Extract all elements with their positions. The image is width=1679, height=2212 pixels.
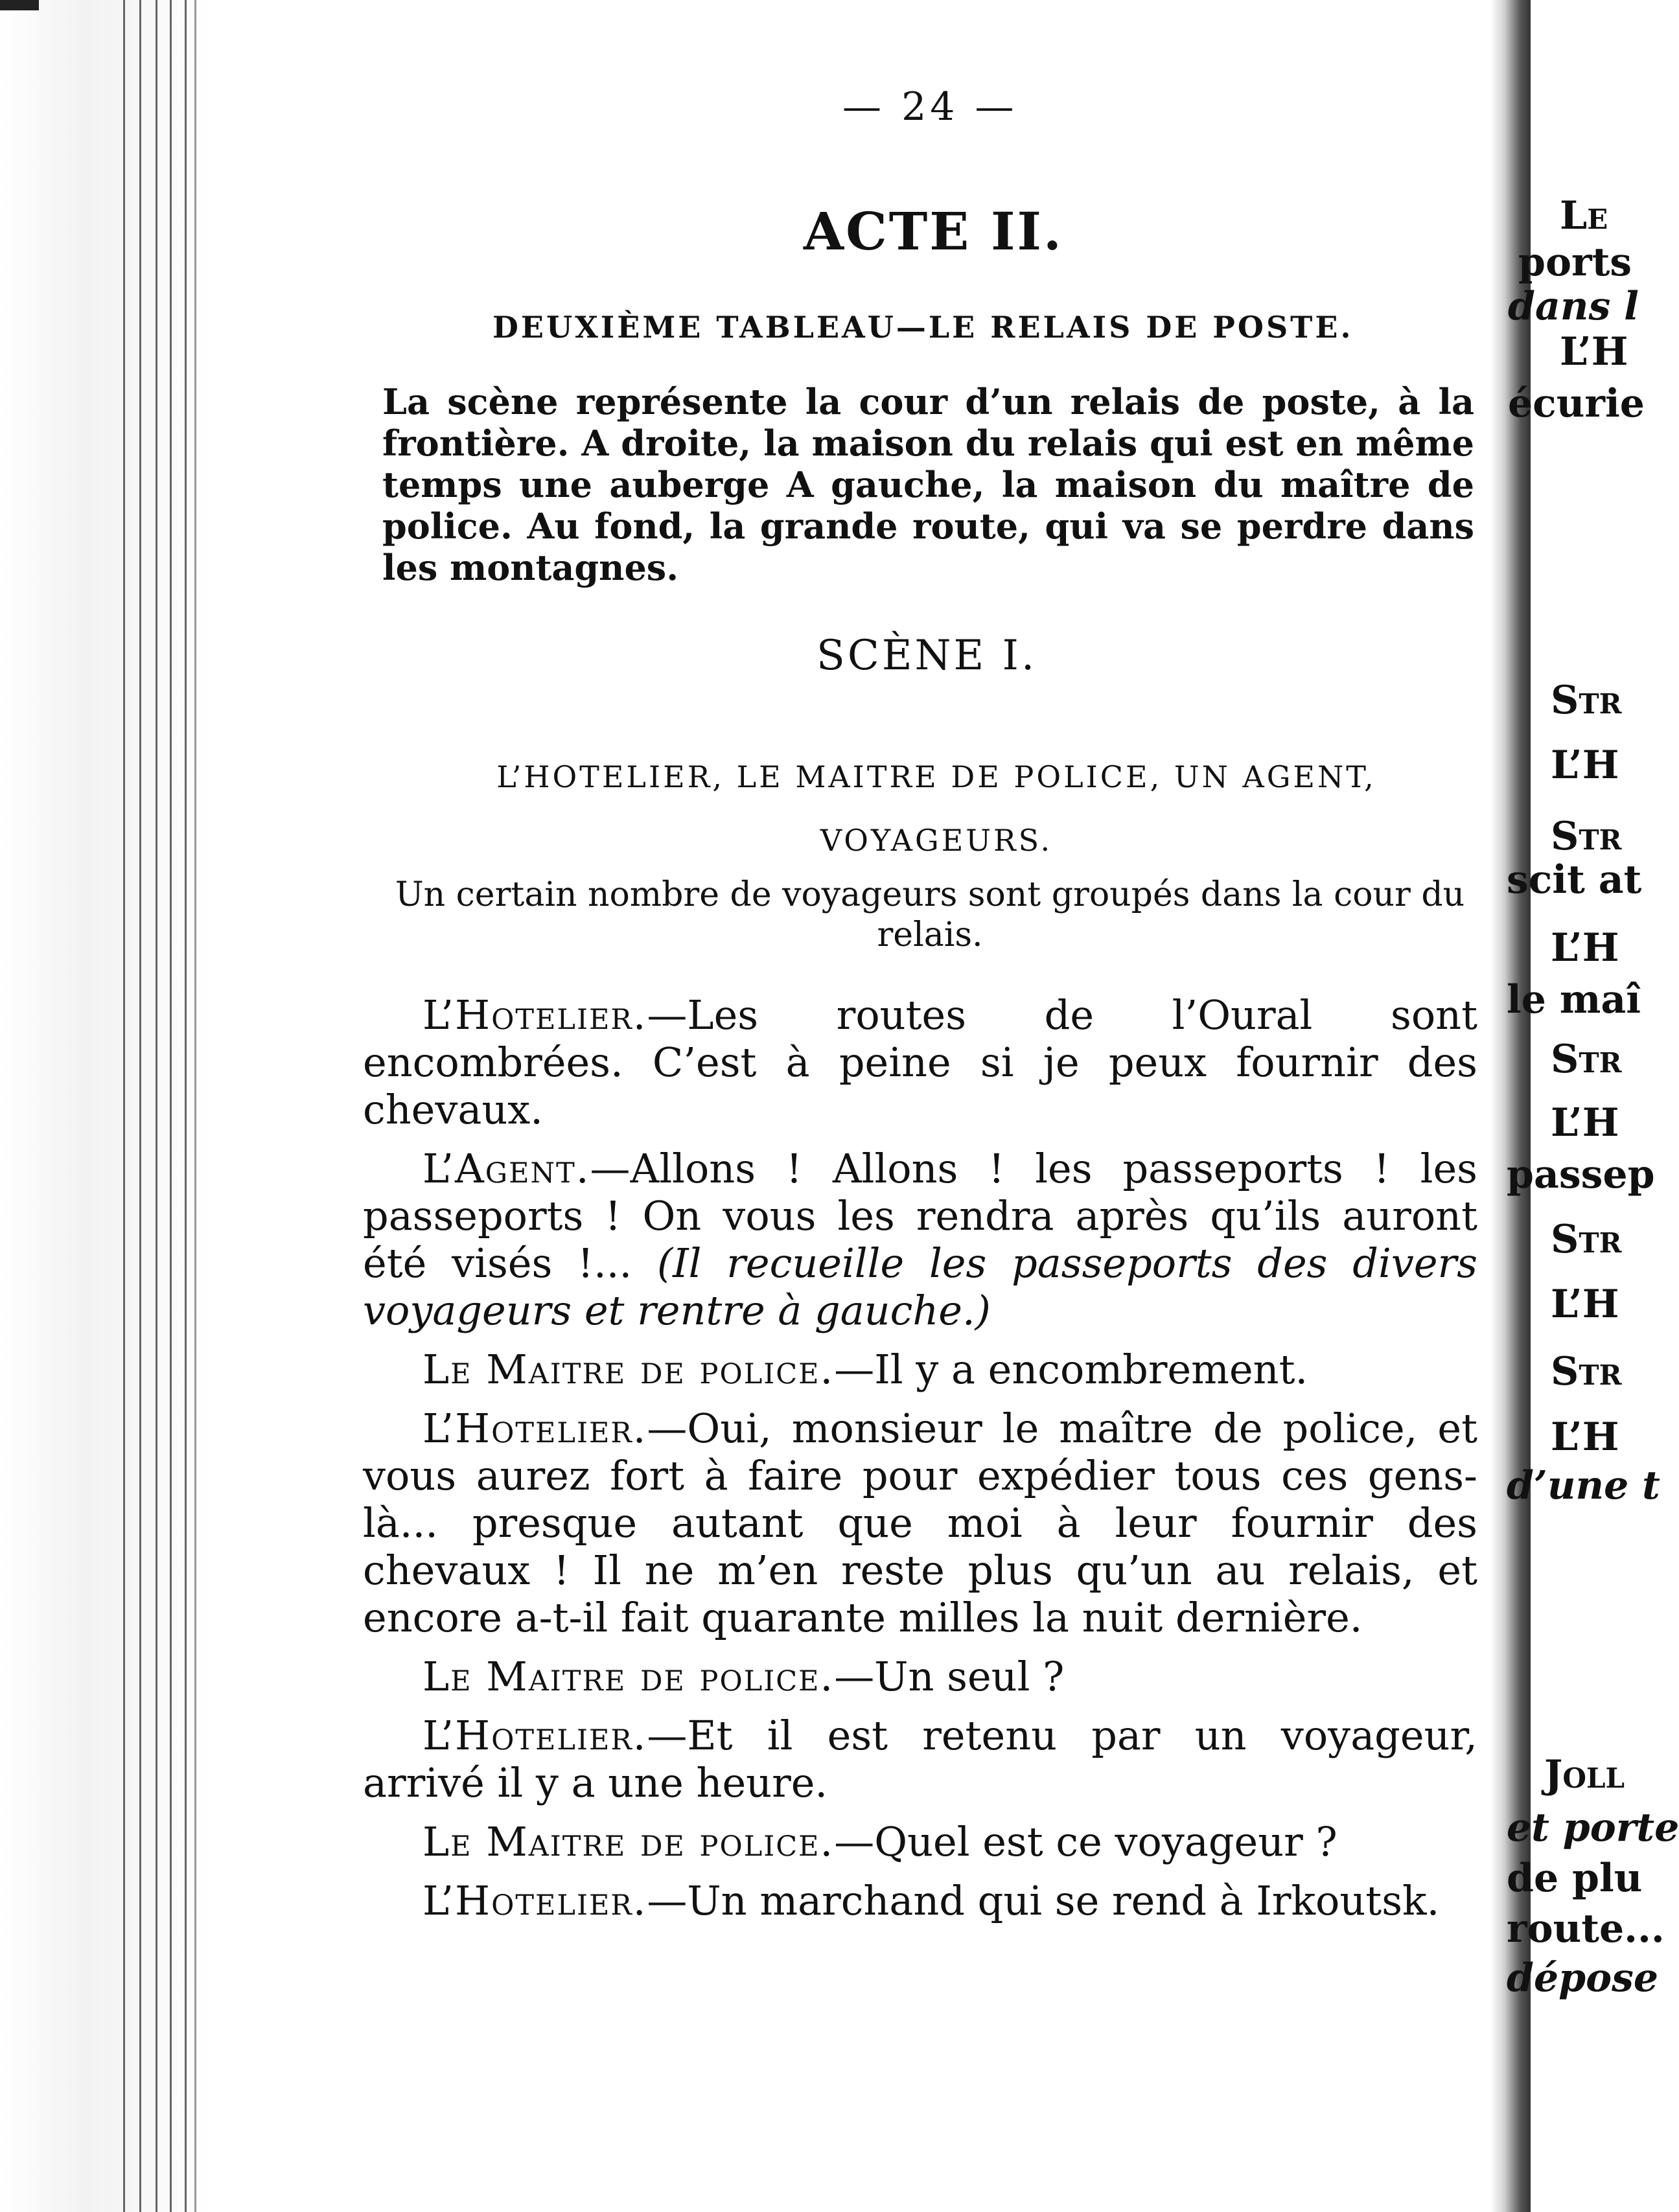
dialogue-line [363,1712,1477,1806]
speech-text: —Allons ! Allons ! les passeports ! les passeports ! On vous les rendra après qu’ils auront été visés !... [363,1145,1477,1287]
facing-page-text: Str [1551,1349,1622,1394]
page-edge-line [194,0,196,2212]
speaker-name: Le Maitre de police. [423,1346,835,1393]
page-edge-line [170,0,172,2212]
dialogue-line [363,1346,1477,1393]
inline-stage-direction: (Il recueille les passeports des divers voyageurs et rentre à gauche.) [363,1239,1477,1334]
speech-text: —Et il est retenu par un voyageur, arrivé il y a une heure. [363,1712,1477,1806]
scene-title: SCÈNE I. [816,632,1037,680]
facing-page-text: d’une t [1507,1463,1660,1508]
facing-page-text: passep [1507,1152,1655,1197]
stage-direction: Un certain nombre de voyageurs sont groupés dans la cour du relais. [395,875,1465,954]
dialogue-line [363,1818,1477,1865]
page-number: — 24 — [842,84,1018,130]
speaker-name: L’Hotelier. [423,991,647,1039]
facing-page-text: L’H [1551,743,1619,788]
speech-text: —Oui, monsieur le maître de police, et vous aurez fort à faire pour expédier tous ces gens-là... presque autant que moi à leur fournir des chevaux ! Il ne m’en reste plus qu’un au relais, et encore a-t-il fait quarante milles la nuit dernière. [363,1405,1477,1641]
character-list [447,745,1426,872]
facing-page-text: dans l [1508,284,1639,329]
facing-page-text: Str [1551,1037,1622,1082]
speaker-name: Le Maitre de police. [423,1818,835,1865]
tableau-title: DEUXIÈME TABLEAU—LE RELAIS DE POSTE. [492,310,1354,345]
facing-page-text: Str [1551,678,1622,723]
page-edge-line [123,0,125,2212]
dialogue-line [363,1405,1477,1641]
facing-page-text: L’H [1551,1414,1619,1460]
page-edge-line [139,0,141,2212]
speech-text: —Un marchand qui se rend à Irkoutsk. [647,1877,1440,1924]
facing-page-text: Joll [1544,1752,1625,1797]
facing-page-text: de plu [1507,1856,1643,1901]
dialogue-line [363,1653,1477,1700]
dialogue [363,991,1477,1936]
speaker-name: L’Hotelier. [423,1405,647,1452]
book-left-edge [0,0,214,2212]
speaker-name: L’Agent. [423,1145,590,1192]
facing-page-text: scit at [1507,857,1642,903]
facing-page-text: Le [1560,193,1608,238]
facing-page-text: L’H [1551,1282,1619,1327]
act-title: ACTE II. [804,201,1063,262]
speaker-name: Le Maitre de police. [423,1653,835,1700]
scan-corner-mark [0,0,39,10]
facing-page-text: route... [1507,1906,1665,1952]
facing-page-text: le maî [1507,977,1641,1022]
stage-intro: La scène représente la cour d’un relais de poste, à la frontière. A droite, la maison du relais qui est en même temps une auberge A gauche, la maison du maître de police. Au fond, la grande route, qui va se perdre dans les montagnes. [382,381,1474,588]
facing-page-text: L’H [1551,1100,1619,1146]
facing-page-fragment [1507,0,1679,2212]
dialogue-line [363,1877,1477,1924]
page-edge-line [156,0,157,2212]
facing-page-text: L’H [1551,925,1619,971]
dialogue-line [363,1145,1477,1334]
speaker-name: L’Hotelier. [423,1712,647,1759]
facing-page-text: Str [1551,814,1622,859]
speaker-name: L’Hotelier. [423,1877,647,1924]
facing-page-text: Str [1551,1217,1622,1262]
facing-page-text: dépose [1507,1955,1659,2001]
speech-text: —Les routes de l’Oural sont encombrées. C’est à peine si je peux fournir des chevaux. [363,991,1477,1133]
facing-page-text: L’H [1560,329,1628,374]
character-list-line: L’HOTELIER, LE MAITRE DE POLICE, UN AGENT, [496,759,1376,794]
speech-text: —Un seul ? [834,1653,1065,1700]
dialogue-line [363,991,1477,1133]
facing-page-text: écurie [1508,381,1645,426]
page-edge-line [185,0,187,2212]
character-list-line: VOYAGEURS. [820,823,1053,858]
speech-text: —Quel est ce voyageur ? [834,1818,1337,1865]
facing-page-text: et porte [1507,1805,1679,1850]
facing-page-text: ports [1518,240,1632,285]
speech-text: —Il y a encombrement. [834,1346,1308,1393]
